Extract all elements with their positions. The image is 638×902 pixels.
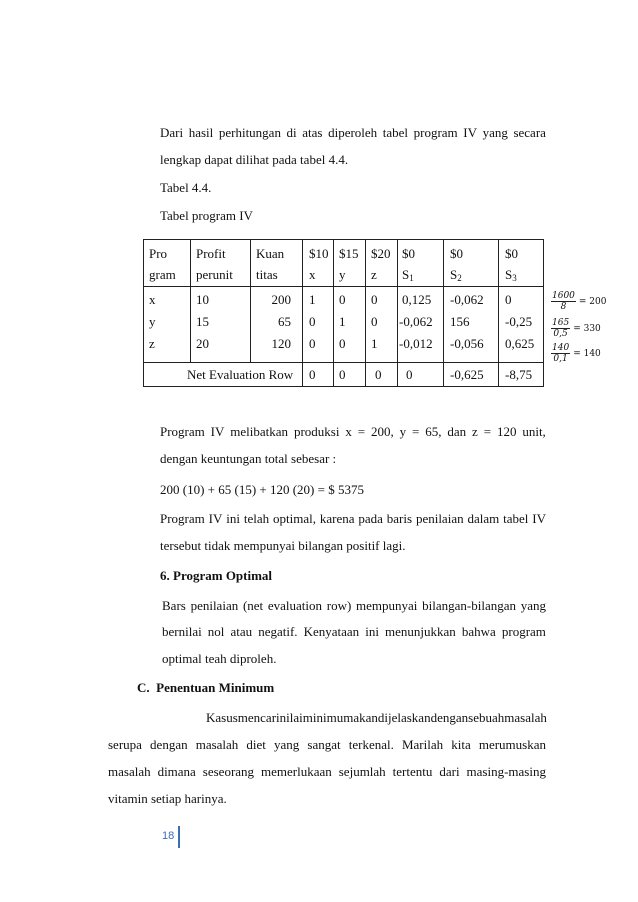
word: pada — [358, 511, 383, 526]
program-table — [143, 239, 544, 387]
footer-value: 0 — [309, 367, 316, 382]
word: yang — [274, 737, 300, 752]
table-cell: x — [149, 292, 156, 307]
fraction — [551, 291, 576, 312]
section-6-title: . Program Optimal — [166, 568, 273, 583]
section-c-heading — [137, 680, 274, 696]
para1-line2: lengkap dapat dilihat pada tabel 4.4. — [160, 152, 349, 167]
word: 65, — [425, 424, 442, 439]
word: penilaian — [190, 598, 239, 613]
word: penilaian — [415, 511, 464, 526]
table-cell: 0 — [371, 292, 378, 307]
table-cell: 65 — [278, 314, 291, 329]
fraction-numerator: 140 — [552, 343, 570, 353]
fraction-result: = 330 — [573, 323, 601, 334]
word: secara — [513, 125, 546, 140]
header-bottom-text: y — [339, 267, 346, 282]
word: IV — [532, 511, 546, 526]
header-bottom — [256, 268, 278, 282]
word: masalah — [504, 710, 547, 725]
table-cell: 15 — [196, 314, 209, 329]
word: memerlukaan — [261, 764, 332, 779]
word: program — [413, 125, 458, 140]
table-cell: -0,062 — [399, 314, 433, 329]
word: Bars — [162, 598, 186, 613]
word: program — [501, 624, 546, 639]
header-top: Profit — [196, 246, 226, 261]
word: seseorang — [202, 764, 255, 779]
header-subscript: 3 — [512, 273, 517, 283]
fraction-result: = 140 — [573, 348, 601, 359]
header-bottom — [309, 268, 316, 282]
word: minimum — [302, 710, 354, 725]
word: dimana — [157, 764, 196, 779]
table-cell: 0 — [371, 314, 378, 329]
header-bottom — [450, 268, 462, 285]
word: akan — [353, 710, 378, 725]
table-cell: 0 — [505, 292, 512, 307]
word: produksi — [293, 424, 340, 439]
word: IV — [208, 511, 223, 526]
word: ini — [226, 511, 240, 526]
word: di — [286, 125, 297, 140]
para5-line4: vitamin setiap harinya. — [108, 791, 227, 806]
para5-line1 — [206, 710, 546, 726]
word: Kasus — [206, 710, 238, 725]
word: dengan — [430, 710, 469, 725]
para3-line1 — [160, 511, 546, 527]
header-bottom-text: gram — [149, 267, 176, 282]
table-cell: 0 — [309, 336, 316, 351]
table-cell: 200 — [271, 292, 291, 307]
header-top: $0 — [505, 246, 518, 261]
word: = — [357, 424, 366, 439]
word: yang — [482, 125, 508, 140]
header-bottom-text: S — [450, 267, 458, 282]
header-subscript: 2 — [457, 273, 462, 283]
word: Program — [160, 424, 205, 439]
word: karena — [319, 511, 355, 526]
header-bottom — [505, 268, 517, 285]
word: tertentu — [392, 764, 433, 779]
word: dari — [439, 764, 460, 779]
page-number: 18 — [162, 830, 175, 842]
word: menunjukkan — [385, 624, 456, 639]
footer-value: 0 — [339, 367, 346, 382]
header-top: $10 — [309, 246, 329, 261]
para4-line1 — [162, 598, 546, 614]
word: dijelaskan — [377, 710, 431, 725]
word: atau — [230, 624, 253, 639]
table-cell: 0,125 — [402, 292, 432, 307]
fraction — [551, 343, 570, 364]
word: optimal, — [273, 511, 316, 526]
word: melibatkan — [230, 424, 289, 439]
table-cell: y — [149, 314, 156, 329]
word: dan — [447, 424, 467, 439]
para4-line2 — [162, 624, 546, 640]
word: atas — [302, 125, 323, 140]
table-cell: -0,062 — [450, 292, 484, 307]
word: row) — [326, 598, 352, 613]
page-number-bar — [178, 826, 180, 848]
word: tabel — [382, 125, 409, 140]
word: masalah — [108, 764, 151, 779]
word: 120 — [496, 424, 517, 439]
footer-value: -0,625 — [450, 367, 484, 382]
word: sejumlah — [338, 764, 386, 779]
header-top: $20 — [371, 246, 391, 261]
word: x — [345, 424, 352, 439]
header-bottom-text: titas — [256, 267, 278, 282]
footer-value: 0 — [375, 367, 382, 382]
word: IV — [210, 424, 225, 439]
table-cell: 0,625 — [505, 336, 535, 351]
table-cell: 0 — [309, 314, 316, 329]
header-top: $0 — [450, 246, 463, 261]
header-bottom — [402, 268, 414, 285]
word: z — [472, 424, 478, 439]
word: masalah — [195, 737, 239, 752]
profit-equation: 200 (10) + 65 (15) + 120 (20) = $ 5375 — [160, 482, 364, 497]
word: sebuah — [468, 710, 505, 725]
word: kita — [451, 737, 471, 752]
fraction — [551, 318, 570, 339]
header-bottom-text: x — [309, 267, 316, 282]
header-bottom — [339, 268, 346, 282]
word: diet — [246, 737, 266, 752]
fraction-denominator: 8 — [560, 302, 567, 312]
table-cell: 0 — [339, 336, 346, 351]
header-bottom-text: perunit — [196, 267, 233, 282]
word: Kenyataan — [303, 624, 360, 639]
word: Dari — [160, 125, 184, 140]
fraction-numerator: 1600 — [552, 291, 575, 301]
footer-value: -8,75 — [505, 367, 533, 382]
side-calculation — [551, 291, 607, 312]
word: sangat — [307, 737, 341, 752]
word: = — [483, 424, 492, 439]
word: ini — [365, 624, 379, 639]
word: unit, — [522, 424, 546, 439]
table-caption: Tabel 4.4. — [160, 180, 212, 195]
fraction-result: = 200 — [578, 296, 607, 307]
word: Program — [160, 511, 205, 526]
word: baris — [386, 511, 413, 526]
word: y — [399, 424, 407, 439]
word: telah — [243, 511, 270, 526]
table-cell: -0,25 — [505, 314, 533, 329]
section-6-number: 6 — [160, 568, 167, 583]
word: terkenal. — [348, 737, 394, 752]
word: mempunyai — [356, 598, 418, 613]
header-bottom — [371, 268, 377, 282]
word: = — [411, 424, 420, 439]
word: dengan — [150, 737, 188, 752]
header-bottom — [149, 268, 176, 282]
header-top: $15 — [339, 246, 359, 261]
word: serupa — [108, 737, 142, 752]
word: yang — [520, 598, 546, 613]
header-top: Pro — [149, 246, 168, 261]
word: tabel — [503, 511, 529, 526]
header-bottom-text: S — [402, 267, 410, 282]
section-6-heading — [160, 568, 272, 584]
word: hasil — [188, 125, 214, 140]
header-subscript: 1 — [409, 273, 414, 283]
para2-line2: dengan keuntungan total sebesar : — [160, 451, 337, 466]
para1-line1 — [160, 125, 546, 141]
table-cell: -0,056 — [450, 336, 484, 351]
para5-line2 — [108, 737, 546, 753]
word: bernilai — [162, 624, 202, 639]
table-cell: 0 — [339, 292, 346, 307]
word: (net — [242, 598, 264, 613]
table-title: Tabel program IV — [160, 208, 253, 223]
para5-line3 — [108, 764, 546, 780]
word: merumuskan — [478, 737, 546, 752]
word: masing-masing — [466, 764, 546, 779]
section-c-letter: C. — [137, 680, 150, 695]
header-top: Kuan — [256, 246, 285, 261]
word: mencari — [237, 710, 280, 725]
word: evaluation — [267, 598, 323, 613]
word: negatif. — [258, 624, 298, 639]
header-bottom-text: z — [371, 267, 377, 282]
footer-label: Net Evaluation Row — [187, 367, 294, 382]
word: 200, — [370, 424, 394, 439]
fraction-denominator: 0,1 — [553, 354, 568, 364]
word: perhitungan — [218, 125, 281, 140]
table-cell: 1 — [309, 292, 316, 307]
word: IV — [463, 125, 477, 140]
table-cell: 120 — [271, 336, 291, 351]
para2-line1 — [160, 424, 546, 440]
word: Marilah — [401, 737, 444, 752]
table-cell: 1 — [371, 336, 378, 351]
table-cell: -0,012 — [399, 336, 433, 351]
fraction-numerator: 165 — [552, 318, 570, 328]
table-cell: 1 — [339, 314, 346, 329]
word: bahwa — [461, 624, 496, 639]
para3-line2: tersebut tidak mempunyai bilangan positif lagi. — [160, 538, 406, 553]
table-cell: 20 — [196, 336, 209, 351]
section-c-title: Penentuan Minimum — [156, 680, 275, 695]
table-cell: 156 — [450, 314, 470, 329]
table-cell: z — [149, 336, 155, 351]
fraction-denominator: 0,5 — [553, 329, 568, 339]
word: nilai — [279, 710, 303, 725]
side-calculation — [551, 343, 601, 364]
word: nol — [207, 624, 225, 639]
table-cell: 10 — [196, 292, 209, 307]
para4-line3: optimal teah diproleh. — [162, 651, 277, 666]
header-top: $0 — [402, 246, 415, 261]
word: diperoleh — [328, 125, 378, 140]
word: bilangan-bilangan — [422, 598, 516, 613]
header-bottom — [196, 268, 233, 282]
word: dalam — [467, 511, 500, 526]
header-bottom-text: S — [505, 267, 513, 282]
side-calculation — [551, 318, 601, 339]
footer-value: 0 — [406, 367, 413, 382]
